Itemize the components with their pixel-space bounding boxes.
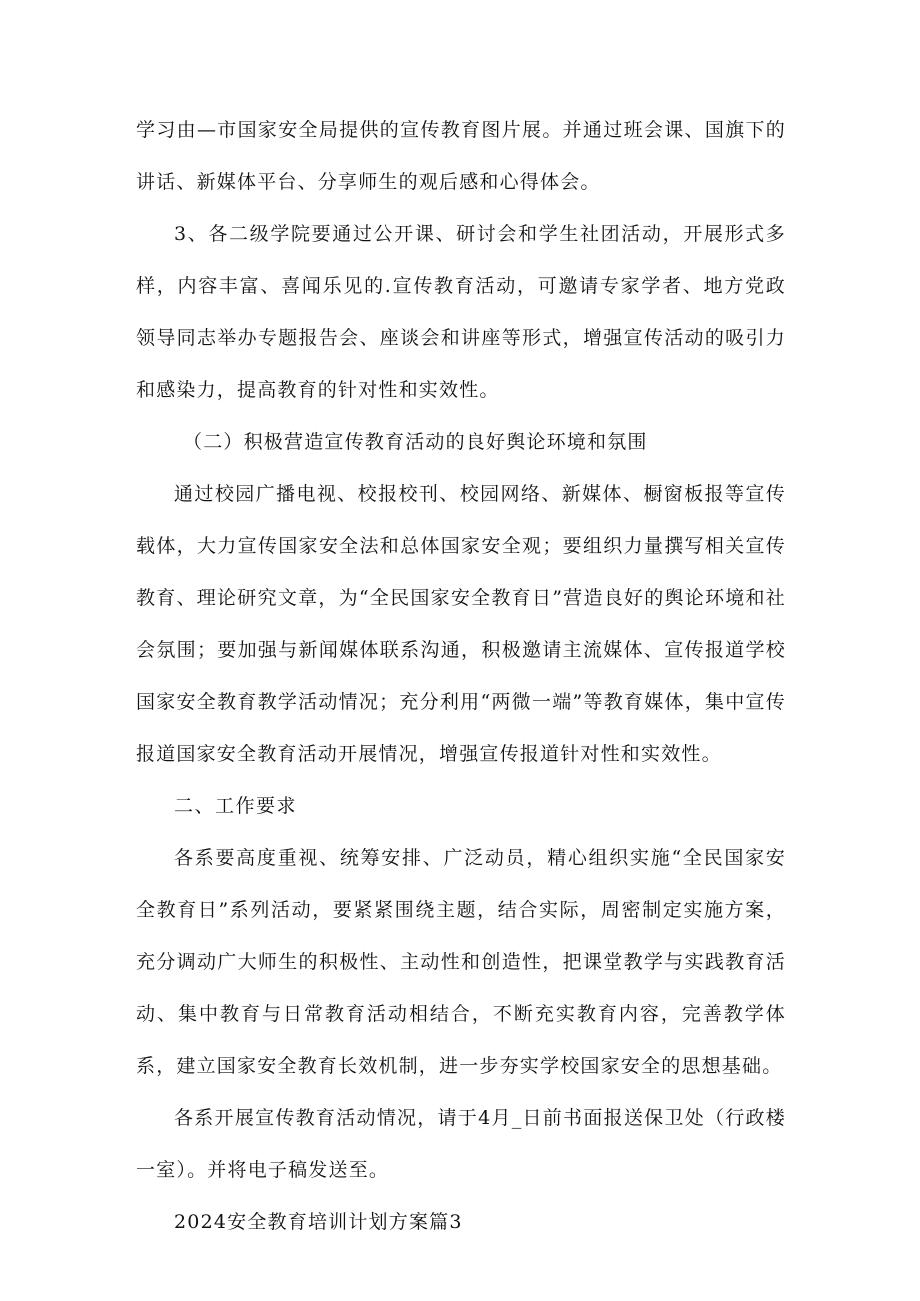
document-section-title: 2024安全教育培训计划方案篇3 — [174, 1211, 463, 1233]
section-heading-work-requirements: 二、工作要求 — [174, 795, 298, 817]
paragraph-item-3: 3、各二级学院要通过公开课、研讨会和学生社团活动，开展形式多样，内容丰富、喜闻乐见的.宣传教育活动，可邀请专家学者、地方党政领导同志举办专题报告会、座谈会和讲座等形式，增强宣传活动的吸引力和感染力，提高教育的针对性和实效性。 — [136, 223, 786, 401]
section-heading-2: （二）积极营造宣传教育活动的良好舆论环境和氛围 — [183, 431, 648, 453]
paragraph-photo-exhibition: 学习由—市国家安全局提供的宣传教育图片展。并通过班会课、国旗下的讲话、新媒体平台、分享师生的观后感和心得体会。 — [136, 119, 786, 193]
paragraph-media-publicity: 通过校园广播电视、校报校刊、校园网络、新媒体、橱窗板报等宣传载体，大力宣传国家安全法和总体国家安全观；要组织力量撰写相关宣传教育、理论研究文章，为“全民国家安全教育日”营造良好的舆论环境和社会氛围；要加强与新闻媒体联系沟通，积极邀请主流媒体、宣传报道学校国家安全教育教学活动情况；充分利用“两微一端”等教育媒体，集中宣传报道国家安全教育活动开展情况，增强宣传报道针对性和实效性。 — [136, 483, 786, 765]
paragraph-report-deadline: 各系开展宣传教育活动情况，请于4月_日前书面报送保卫处（行政楼一室）。并将电子稿发送至。 — [136, 1107, 786, 1181]
paragraph-requirements: 各系要高度重视、统筹安排、广泛动员，精心组织实施“全民国家安全教育日”系列活动，要紧紧围绕主题，结合实际，周密制定实施方案，充分调动广大师生的积极性、主动性和创造性，把课堂教学与实践教育活动、集中教育与日常教育活动相结合，不断充实教育内容，完善教学体系，建立国家安全教育长效机制，进一步夯实学校国家安全的思想基础。 — [136, 847, 786, 1077]
